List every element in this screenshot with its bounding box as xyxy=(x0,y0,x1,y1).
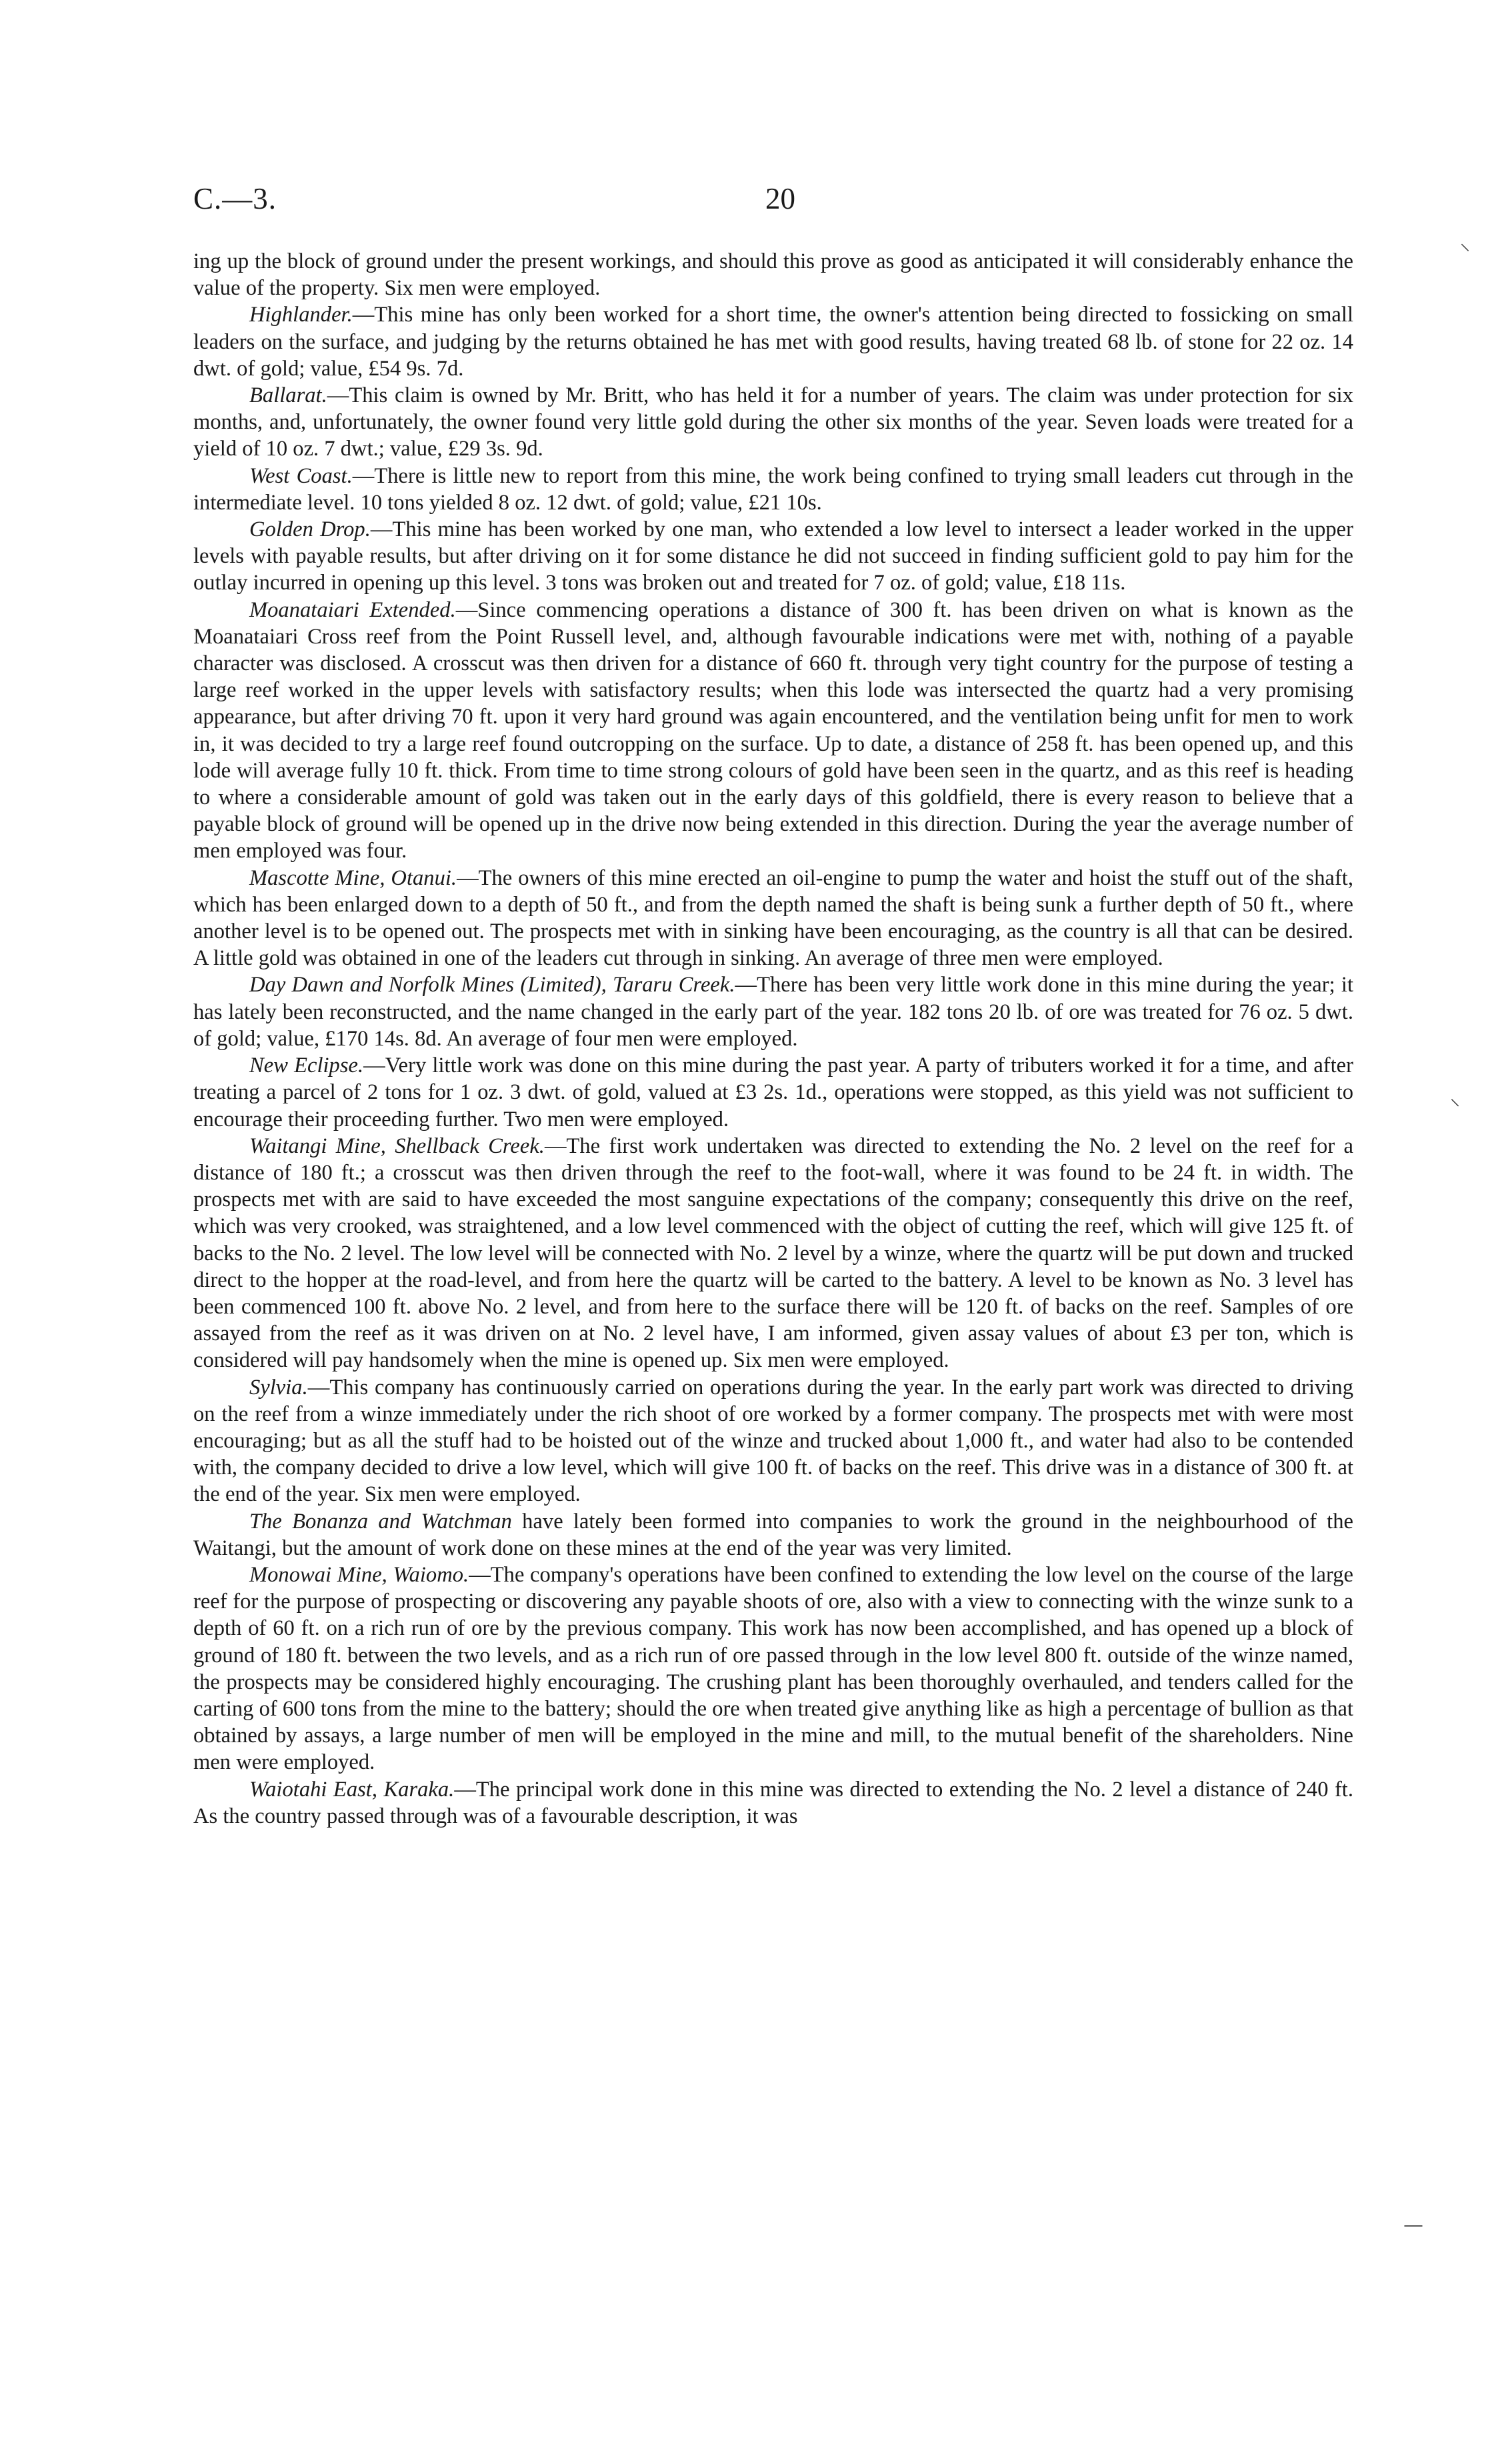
paragraph-text: —The first work undertaken was directed to extending the No. 2 level on the reef for a distance of 180 ft.; a crosscut was then driven through the reef to the foot-wall, where it was found to be 24 ft. in width. The prospects met with are said to have exceeded the most sanguine expectations of the company; consequently this drive on the reef, which was very crooked, was straightened, and a low level commenced with the object of cutting the reef, which will give 125 ft. of backs to the No. 2 level. The low level will be connected with No. 2 level by a winze, where the quartz will be put down and trucked direct to the hopper at the road-level, and from here the quartz will be carted to the battery. A level to be known as No. 3 level has been commenced 100 ft. above No. 2 level, and from here to the surface there will be 120 ft. of backs on the reef. Samples of ore assayed from the reef as it was driven on at No. 2 level have, I am informed, given assay values of about £3 per ton, which is considered will pay handsomely when the mine is opened up. Six men were employed. xyxy=(193,1133,1353,1373)
paragraph-text: ing up the block of ground under the present workings, and should this prove as good as anticipated it will considerably enhance the value of the property. Six men were employed. xyxy=(193,249,1353,301)
paragraph-text: —The company's operations have been confined to extending the low level on the course of the large reef for the purpose of prospecting or discovering any payable shoots of ore, also with a view to connecting with the winze sunk to a depth of 60 ft. on a rich run of ore by the previous company. This work has now been accomplished, and has opened up a block of ground of 180 ft. between the two levels, and as a rich run of ore passed through in the low level 800 ft. outside of the winze named, the prospects may be considered highly encouraging. The crushing plant has been thoroughly overhauled, and tenders called for the carting of 600 tons from the mine to the battery; should the ore when treated give anything like as high a percentage of bullion as that obtained by assays, a large number of men will be employed in the mine and mill, to the mutual benefit of the shareholders. Nine men were employed. xyxy=(193,1562,1353,1775)
paragraph-text: —This company has continuously carried on operations during the year. In the early part work was directed to driving on the reef from a winze immediately under the rich shoot of ore worked by a former company. The prospects met with were most encouraging; but as all the stuff had to be hoisted out of the winze and trucked about 1,000 ft., and water had also to be contended with, the company decided to drive a low level, which will give 100 ft. of backs on the reef. This drive was in a distance of 300 ft. at the end of the year. Six men were employed. xyxy=(193,1375,1353,1507)
mine-name: Moanataiari Extended. xyxy=(249,597,456,622)
paragraph xyxy=(193,1776,1353,1830)
paragraph xyxy=(193,382,1353,463)
mine-name: Day Dawn and Norfolk Mines (Limited), Tararu Creek. xyxy=(249,973,735,997)
paragraph-text: —There is little new to report from this mine, the work being confined to trying small leaders cut through in the intermediate level. 10 tons yielded 8 oz. 12 dwt. of gold; value, £21 10s. xyxy=(193,463,1353,515)
paragraph xyxy=(193,597,1353,865)
paragraph xyxy=(193,248,1353,301)
page-header xyxy=(193,181,1353,221)
mine-name: Mascotte Mine, Otanui. xyxy=(249,865,457,890)
mine-name: Sylvia. xyxy=(249,1375,308,1400)
paragraph xyxy=(193,971,1353,1052)
mine-name: Waiotahi East, Karaka. xyxy=(249,1777,455,1802)
paragraph-text: —Very little work was done on this mine during the past year. A party of tributers worked it for a time, and after treating a parcel of 2 tons for 1 oz. 3 dwt. of gold, valued at £3 2s. 1d., operations were stopped, as this yield was not sufficient to encourage their proceeding further. Two men were employed. xyxy=(193,1053,1353,1131)
mine-name: West Coast. xyxy=(249,463,353,488)
paragraph xyxy=(193,516,1353,597)
mine-name: Golden Drop. xyxy=(249,517,371,542)
paragraph xyxy=(193,1508,1353,1562)
paragraph xyxy=(193,865,1353,972)
paragraph xyxy=(193,1133,1353,1374)
mine-name: The Bonanza and Watchman xyxy=(249,1509,512,1534)
paragraph xyxy=(193,1374,1353,1508)
paragraph-text: —This mine has been worked by one man, who extended a low level to intersect a leader worked in the upper levels with payable results, but after driving on it for some distance he did not succeed in finding sufficient gold to pay him for the outlay incurred in opening up this level. 3 tons was broken out and treated for 7 oz. of gold; value, £18 11s. xyxy=(193,517,1353,595)
paragraph xyxy=(193,463,1353,516)
paragraph-text: —This mine has only been worked for a short time, the owner's attention being directed to fossicking on small leaders on the surface, and judging by the returns obtained he has met with good results, having treated 68 lb. of stone for 22 oz. 14 dwt. of gold; value, £54 9s. 7d. xyxy=(193,303,1353,381)
paragraph-text: —This claim is owned by Mr. Britt, who has held it for a number of years. The claim was under protection for six months, and, unfortunately, the owner found very little gold during the other six months of the year. Seven loads were treated for a yield of 10 oz. 7 dwt.; value, £29 3s. 9d. xyxy=(193,383,1353,461)
mine-name: Waitangi Mine, Shellback Creek. xyxy=(249,1133,545,1158)
scan-speck-mark: ⸌ xyxy=(1460,240,1470,263)
body-text xyxy=(193,248,1353,1830)
paragraph-text: have lately been formed into companies to work the ground in the neighbourhood of the Waitangi, but the amount of work done on these mines at the end of the year was very limited. xyxy=(193,1509,1353,1560)
paragraph xyxy=(193,1052,1353,1133)
paragraph-text: —The principal work done in this mine was directed to extending the No. 2 level a distance of 240 ft. As the country passed through was of a favourable description, it was xyxy=(193,1777,1353,1828)
mine-name: New Eclipse. xyxy=(249,1053,364,1078)
paragraph xyxy=(193,1562,1353,1776)
page-number: 20 xyxy=(765,182,795,215)
mine-name: Highlander. xyxy=(249,303,353,327)
mine-name: Monowai Mine, Waiomo. xyxy=(249,1562,469,1587)
paragraph xyxy=(193,301,1353,382)
paragraph-text: —The owners of this mine erected an oil-engine to pump the water and hoist the stuff out of the shaft, which has been enlarged down to a depth of 50 ft., and from the depth named the shaft is being sunk a further depth of 50 ft., where another level is to be opened out. The prospects met with in sinking have been encouraging, as the country is all that can be desired. A little gold was obtained in one of the leaders cut through in sinking. An average of three men were employed. xyxy=(193,865,1353,971)
document-reference: C.—3. xyxy=(193,182,277,215)
scan-speck-mark: — xyxy=(1403,2214,1423,2237)
paragraph-text: —Since commencing operations a distance of 300 ft. has been driven on what is known as the Moanataiari Cross reef from the Point Russell level, and, although favourable indications were met with, nothing of a payable character was disclosed. A crosscut was then driven for a distance of 660 ft. through very tight country for the purpose of testing a large reef worked in the upper levels with satisfactory results; when this lode was intersected the quartz had a very promising appearance, but after driving 70 ft. upon it very hard ground was again encountered, and the ventilation being unfit for men to work in, it was decided to try a large reef found outcropping on the surface. Up to date, a distance of 258 ft. has been opened up, and this lode will average fully 10 ft. thick. From time to time strong colours of gold have been seen in the quartz, and as this reef is heading to where a considerable amount of gold was taken out in the early days of this goldfield, there is every reason to believe that a payable block of ground will be opened up in the drive now being extended in this direction. During the year the average number of men employed was four. xyxy=(193,597,1353,863)
scan-speck-mark: ⸜ xyxy=(1450,1087,1460,1110)
paragraph-text: —There has been very little work done in this mine during the year; it has lately been reconstructed, and the name changed in the early part of the year. 182 tons 20 lb. of ore was treated for 76 oz. 5 dwt. of gold; value, £170 14s. 8d. An average of four men were employed. xyxy=(193,973,1354,1051)
mine-name: Ballarat. xyxy=(249,383,327,408)
